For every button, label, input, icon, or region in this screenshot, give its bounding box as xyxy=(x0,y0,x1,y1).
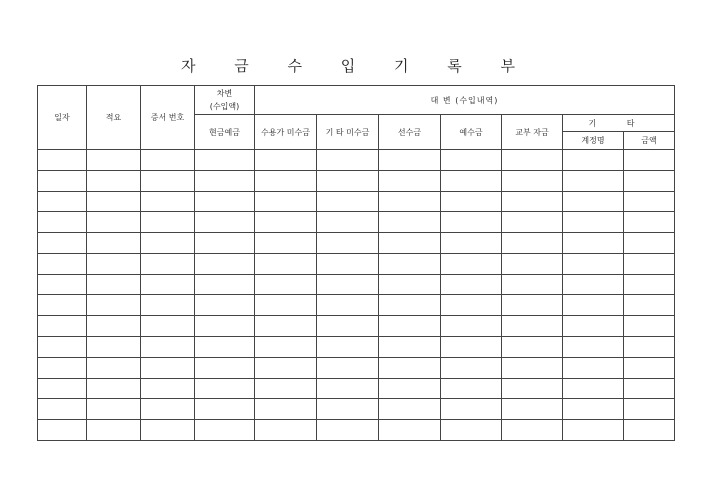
table-cell xyxy=(87,316,141,337)
table-cell xyxy=(502,378,563,399)
table-cell xyxy=(379,150,441,171)
table-cell xyxy=(563,170,624,191)
table-cell xyxy=(563,399,624,420)
table-row xyxy=(38,337,675,358)
table-cell xyxy=(624,316,675,337)
table-cell xyxy=(141,399,195,420)
table-cell xyxy=(87,274,141,295)
table-cell xyxy=(141,420,195,441)
table-cell xyxy=(255,191,317,212)
table-cell xyxy=(255,253,317,274)
table-cell xyxy=(563,295,624,316)
table-cell xyxy=(38,316,87,337)
table-cell xyxy=(38,170,87,191)
table-cell xyxy=(379,295,441,316)
table-cell xyxy=(624,378,675,399)
table-cell xyxy=(317,420,379,441)
table-cell xyxy=(255,357,317,378)
table-cell xyxy=(38,150,87,171)
table-cell xyxy=(255,420,317,441)
table-cell xyxy=(255,170,317,191)
table-cell xyxy=(255,316,317,337)
table-cell xyxy=(87,253,141,274)
header-other-receivable: 기 타 미수금 xyxy=(317,115,379,150)
table-cell xyxy=(624,357,675,378)
table-cell xyxy=(87,233,141,254)
table-cell xyxy=(502,357,563,378)
table-cell xyxy=(379,253,441,274)
table-cell xyxy=(502,337,563,358)
table-cell xyxy=(195,357,255,378)
table-cell xyxy=(441,274,502,295)
table-cell xyxy=(502,150,563,171)
table-cell xyxy=(317,274,379,295)
table-cell xyxy=(141,233,195,254)
table-row xyxy=(38,378,675,399)
header-customer-receivable: 수용가 미수금 xyxy=(255,115,317,150)
table-cell xyxy=(195,378,255,399)
table-cell xyxy=(502,420,563,441)
ledger-body xyxy=(38,150,675,441)
table-row xyxy=(38,316,675,337)
table-cell xyxy=(195,233,255,254)
table-cell xyxy=(195,212,255,233)
page-title: 자 금 수 입 기 록 부 xyxy=(180,57,533,75)
table-cell xyxy=(38,399,87,420)
header-cash-deposit: 현금예금 xyxy=(195,115,255,150)
table-cell xyxy=(624,150,675,171)
header-debit-sub: (수입액) xyxy=(209,102,240,111)
table-cell xyxy=(624,233,675,254)
table-cell xyxy=(195,337,255,358)
table-cell xyxy=(624,420,675,441)
table-cell xyxy=(255,150,317,171)
table-cell xyxy=(379,170,441,191)
table-cell xyxy=(141,253,195,274)
table-cell xyxy=(317,170,379,191)
table-cell xyxy=(624,191,675,212)
table-cell xyxy=(441,378,502,399)
table-cell xyxy=(195,420,255,441)
header-credit: 대 변 (수입내역) xyxy=(255,86,675,115)
table-row xyxy=(38,191,675,212)
table-cell xyxy=(87,212,141,233)
table-cell xyxy=(379,378,441,399)
table-cell xyxy=(87,295,141,316)
table-cell xyxy=(38,337,87,358)
table-cell xyxy=(317,150,379,171)
table-cell xyxy=(38,378,87,399)
table-cell xyxy=(441,212,502,233)
table-cell xyxy=(441,191,502,212)
table-cell xyxy=(563,337,624,358)
table-cell xyxy=(379,274,441,295)
table-cell xyxy=(255,378,317,399)
table-cell xyxy=(141,191,195,212)
table-cell xyxy=(317,378,379,399)
table-cell xyxy=(87,170,141,191)
table-cell xyxy=(141,378,195,399)
header-account-name: 계정명 xyxy=(563,132,624,150)
table-cell xyxy=(195,274,255,295)
table-cell xyxy=(441,399,502,420)
table-row xyxy=(38,233,675,254)
table-cell xyxy=(87,150,141,171)
table-cell xyxy=(195,170,255,191)
table-cell xyxy=(563,212,624,233)
table-row xyxy=(38,212,675,233)
table-cell xyxy=(379,212,441,233)
table-row xyxy=(38,253,675,274)
table-cell xyxy=(255,212,317,233)
header-summary: 적요 xyxy=(87,86,141,150)
table-cell xyxy=(255,337,317,358)
table-cell xyxy=(441,170,502,191)
table-cell xyxy=(441,337,502,358)
table-cell xyxy=(563,191,624,212)
table-cell xyxy=(38,253,87,274)
table-cell xyxy=(502,170,563,191)
table-cell xyxy=(141,150,195,171)
table-cell xyxy=(563,378,624,399)
table-row xyxy=(38,399,675,420)
table-cell xyxy=(624,337,675,358)
table-cell xyxy=(38,295,87,316)
table-cell xyxy=(502,399,563,420)
table-cell xyxy=(441,316,502,337)
table-cell xyxy=(502,212,563,233)
table-cell xyxy=(195,253,255,274)
table-cell xyxy=(379,191,441,212)
table-cell xyxy=(502,274,563,295)
header-debit-label: 차변 xyxy=(216,89,233,98)
table-cell xyxy=(624,295,675,316)
table-cell xyxy=(141,337,195,358)
table-cell xyxy=(317,399,379,420)
header-deposits-received: 예수금 xyxy=(441,115,502,150)
table-cell xyxy=(38,420,87,441)
table-cell xyxy=(87,191,141,212)
table-cell xyxy=(563,233,624,254)
table-cell xyxy=(317,357,379,378)
table-cell xyxy=(141,357,195,378)
table-cell xyxy=(317,316,379,337)
table-cell xyxy=(563,274,624,295)
table-row xyxy=(38,295,675,316)
table-cell xyxy=(141,212,195,233)
table-cell xyxy=(441,420,502,441)
table-cell xyxy=(141,295,195,316)
table-row xyxy=(38,357,675,378)
table-cell xyxy=(38,274,87,295)
table-cell xyxy=(624,212,675,233)
table-cell xyxy=(624,399,675,420)
table-cell xyxy=(87,337,141,358)
table-cell xyxy=(502,295,563,316)
table-cell xyxy=(502,233,563,254)
table-cell xyxy=(195,316,255,337)
table-row xyxy=(38,420,675,441)
table-cell xyxy=(379,420,441,441)
table-cell xyxy=(441,253,502,274)
table-cell xyxy=(624,170,675,191)
table-cell xyxy=(195,399,255,420)
table-cell xyxy=(317,337,379,358)
table-cell xyxy=(379,316,441,337)
table-cell xyxy=(87,399,141,420)
table-cell xyxy=(379,233,441,254)
table-cell xyxy=(317,212,379,233)
table-cell xyxy=(502,316,563,337)
table-row xyxy=(38,150,675,171)
table-cell xyxy=(141,170,195,191)
table-cell xyxy=(87,420,141,441)
table-cell xyxy=(317,233,379,254)
table-cell xyxy=(87,357,141,378)
table-cell xyxy=(624,253,675,274)
table-cell xyxy=(563,253,624,274)
table-cell xyxy=(502,253,563,274)
table-cell xyxy=(87,378,141,399)
table-cell xyxy=(255,233,317,254)
table-cell xyxy=(141,274,195,295)
table-cell xyxy=(255,274,317,295)
table-cell xyxy=(563,150,624,171)
table-cell xyxy=(195,191,255,212)
table-cell xyxy=(379,357,441,378)
table-cell xyxy=(38,191,87,212)
table-cell xyxy=(38,233,87,254)
table-cell xyxy=(379,337,441,358)
table-cell xyxy=(255,399,317,420)
table-cell xyxy=(441,150,502,171)
table-cell xyxy=(563,357,624,378)
table-cell xyxy=(563,316,624,337)
table-cell xyxy=(563,420,624,441)
header-voucher-number: 증서 번호 xyxy=(141,86,195,150)
table-cell xyxy=(317,295,379,316)
table-cell xyxy=(195,295,255,316)
table-cell xyxy=(317,191,379,212)
table-cell xyxy=(195,150,255,171)
table-row xyxy=(38,170,675,191)
table-cell xyxy=(255,295,317,316)
header-advance-received: 선수금 xyxy=(379,115,441,150)
header-grant-funds: 교부 자금 xyxy=(502,115,563,150)
header-debit xyxy=(195,86,255,115)
table-row xyxy=(38,274,675,295)
table-cell xyxy=(441,357,502,378)
table-cell xyxy=(141,316,195,337)
table-cell xyxy=(379,399,441,420)
header-other: 기 타 xyxy=(563,115,675,132)
table-cell xyxy=(502,191,563,212)
header-amount: 금액 xyxy=(624,132,675,150)
fund-receipt-ledger-table xyxy=(37,85,675,441)
table-cell xyxy=(441,295,502,316)
header-date: 일자 xyxy=(38,86,87,150)
table-cell xyxy=(38,212,87,233)
table-cell xyxy=(38,357,87,378)
table-cell xyxy=(317,253,379,274)
table-cell xyxy=(441,233,502,254)
table-cell xyxy=(624,274,675,295)
